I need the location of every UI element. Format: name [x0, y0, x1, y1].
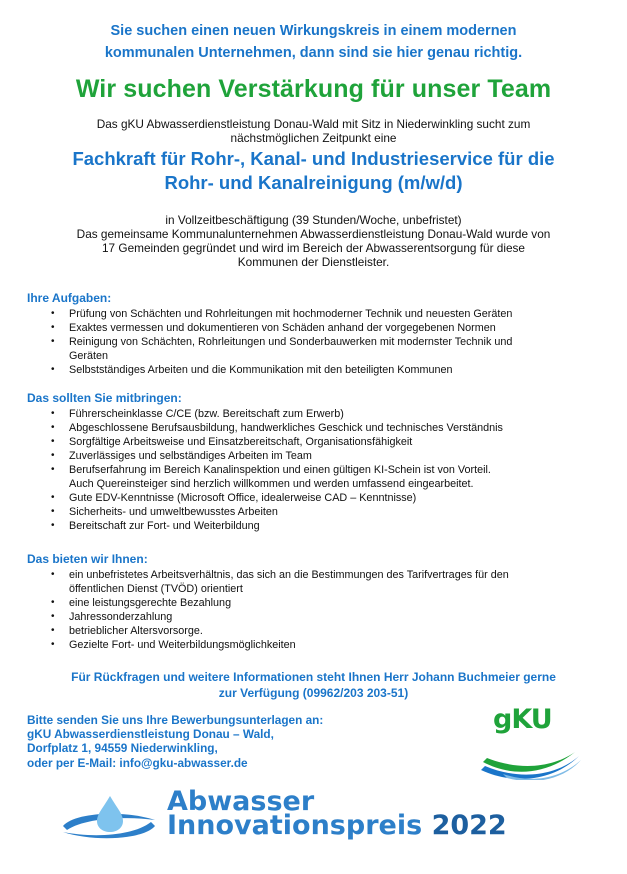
section-heading: Ihre Aufgaben:	[27, 291, 112, 305]
lead-text	[40, 117, 587, 145]
list-item-text: Berufserfahrung im Bereich Kanalinspektion und einen gültigen KI-Schein ist von Vorteil.	[69, 464, 491, 476]
list-item	[27, 596, 582, 610]
bullet-icon: •	[51, 422, 55, 433]
bullet-icon: •	[51, 492, 55, 503]
list-item	[27, 335, 582, 363]
bullet-icon: •	[51, 464, 55, 475]
list-item-text: Bereitschaft zur Fort- und Weiterbildung	[69, 520, 260, 532]
list-item-text: Geräten	[69, 350, 109, 362]
bullet-icon: •	[51, 639, 55, 650]
job-title	[30, 147, 597, 195]
contact-line: zur Verfügung (09962/203 203-51)	[218, 686, 409, 700]
award-line: Abwasser	[167, 786, 315, 817]
list-item	[27, 307, 582, 321]
list-item	[27, 610, 582, 624]
list-item-text: Sicherheits- und umweltbewusstes Arbeiten	[69, 506, 278, 518]
job-title-line: Fachkraft für Rohr-, Kanal- und Industrieservice für die	[72, 148, 555, 169]
list-item-text: Prüfung von Schächten und Rohrleitungen mit hochmoderner Technik und neuesten Geräten	[69, 308, 513, 320]
description-line: 17 Gemeinden gegründet und wird im Bereich der Abwasserentsorgung für diese	[102, 241, 525, 255]
list-item	[27, 519, 582, 533]
section-benefits	[27, 552, 582, 652]
award-year: 2022	[431, 810, 507, 841]
contact-line: Für Rückfragen und weitere Informationen steht Ihnen Herr Johann Buchmeier gerne	[71, 670, 556, 684]
bullet-icon: •	[51, 520, 55, 531]
job-description	[30, 213, 597, 269]
section-requirements	[27, 391, 582, 533]
list-item	[27, 435, 582, 449]
bullet-list	[27, 568, 582, 652]
bullet-icon: •	[51, 308, 55, 319]
lead-line: Das gKU Abwasserdienstleistung Donau-Wald mit Sitz in Niederwinkling sucht zum	[96, 117, 531, 131]
description-line: in Vollzeitbeschäftigung (39 Stunden/Woche, unbefristet)	[165, 213, 462, 227]
list-item	[27, 421, 582, 435]
page-headline: Wir suchen Verstärkung für unser Team	[75, 75, 552, 103]
bullet-icon: •	[51, 569, 55, 580]
award-title: Innovationspreis	[167, 810, 423, 841]
contact-info	[30, 669, 597, 701]
description-line: Das gemeinsame Kommunalunternehmen Abwasserdienstleistung Donau-Wald wurde von	[76, 227, 551, 241]
list-item-text: Zuverlässiges und selbständiges Arbeiten im Team	[69, 450, 312, 462]
award-text	[167, 786, 507, 841]
list-item-text: Selbstständiges Arbeiten und die Kommunikation mit den beteiligten Kommunen	[69, 364, 453, 376]
bullet-list	[27, 307, 582, 377]
bullet-icon: •	[51, 364, 55, 375]
section-heading: Das bieten wir Ihnen:	[27, 552, 148, 566]
intro-text	[40, 20, 587, 64]
bullet-icon: •	[51, 336, 55, 347]
list-item-text: Gezielte Fort- und Weiterbildungsmöglichkeiten	[69, 639, 296, 651]
section-tasks	[27, 291, 582, 377]
bullet-icon: •	[51, 450, 55, 461]
logo-text: gKU	[493, 704, 552, 735]
section-heading: Das sollten Sie mitbringen:	[27, 391, 182, 405]
bullet-icon: •	[51, 322, 55, 333]
intro-line: Sie suchen einen neuen Wirkungskreis in einem modernen	[110, 23, 517, 39]
bullet-icon: •	[51, 597, 55, 608]
list-item	[27, 505, 582, 519]
gku-logo	[463, 700, 583, 780]
email-line: oder per E-Mail: info@gku-abwasser.de	[27, 755, 248, 770]
list-item-text: ein unbefristetes Arbeitsverhältnis, das sich an die Bestimmungen des Tarifvertrages für den	[69, 569, 509, 581]
list-item	[27, 363, 582, 377]
list-item-text: Abgeschlossene Berufsausbildung, handwerkliches Geschick und technisches Verständnis	[69, 422, 503, 434]
list-item	[27, 407, 582, 421]
application-address	[27, 713, 323, 770]
lead-line: nächstmöglichen Zeitpunkt eine	[230, 131, 397, 145]
bullet-icon: •	[51, 611, 55, 622]
bullet-icon: •	[51, 625, 55, 636]
address-line: gKU Abwasserdienstleistung Donau – Wald,	[27, 727, 274, 742]
innovation-award-banner	[55, 786, 555, 850]
list-item-text: Führerscheinklasse C/CE (bzw. Bereitschaft zum Erwerb)	[69, 408, 344, 420]
bullet-icon: •	[51, 408, 55, 419]
list-item-text: Auch Quereinsteiger sind herzlich willkommen und werden umfassend eingearbeitet.	[69, 478, 474, 490]
award-line	[167, 810, 507, 841]
list-item-text: Exaktes vermessen und dokumentieren von Schäden anhand der vorgegebenen Normen	[69, 322, 496, 334]
list-item	[27, 568, 582, 596]
water-drop-cycle-icon	[55, 790, 165, 850]
list-item	[27, 321, 582, 335]
description-line: Kommunen der Dienstleister.	[237, 255, 390, 269]
list-item	[27, 449, 582, 463]
list-item-text: Reinigung von Schächten, Rohrleitungen und Sonderbauwerken mit modernster Technik und	[69, 336, 513, 348]
bullet-icon: •	[51, 436, 55, 447]
job-title-line: Rohr- und Kanalreinigung (m/w/d)	[164, 172, 463, 193]
list-item-text: Sorgfältige Arbeitsweise und Einsatzbereitschaft, Organisationsfähigkeit	[69, 436, 413, 448]
list-item-text: betrieblicher Altersvorsorge.	[69, 625, 203, 637]
list-item	[27, 638, 582, 652]
intro-line: kommunalen Unternehmen, dann sind sie hier genau richtig.	[104, 45, 523, 61]
list-item	[27, 491, 582, 505]
list-item	[27, 624, 582, 638]
bullet-icon: •	[51, 506, 55, 517]
list-item	[27, 463, 582, 491]
address-line: Bitte senden Sie uns Ihre Bewerbungsunterlagen an:	[27, 713, 324, 727]
address-line: Dorfplatz 1, 94559 Niederwinkling,	[27, 741, 218, 756]
list-item-text: Gute EDV-Kenntnisse (Microsoft Office, idealerweise CAD – Kenntnisse)	[69, 492, 417, 504]
bullet-list	[27, 407, 582, 533]
list-item-text: eine leistungsgerechte Bezahlung	[69, 597, 232, 609]
list-item-text: Jahressonderzahlung	[69, 611, 173, 623]
list-item-text: öffentlichen Dienst (TVÖD) orientiert	[69, 583, 243, 595]
